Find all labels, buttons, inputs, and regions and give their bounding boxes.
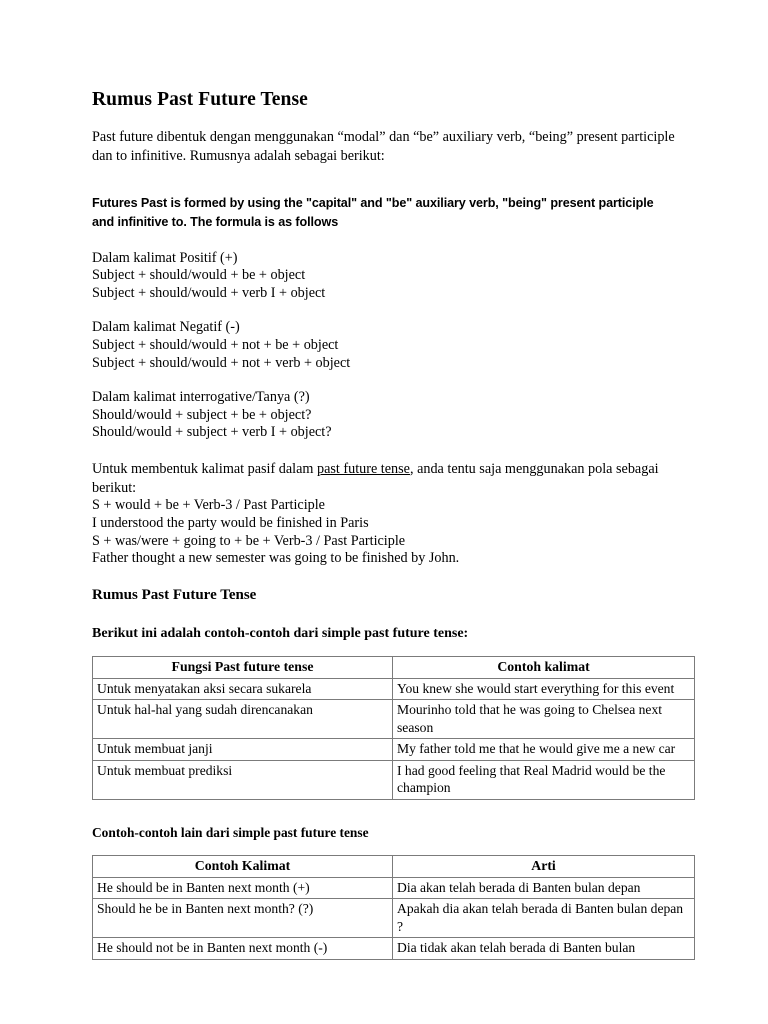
table-row: [93, 760, 695, 799]
table-row: [93, 938, 695, 960]
passive-intro-before-link: Untuk membentuk kalimat pasif dalam: [92, 460, 317, 477]
table-header-row: [93, 856, 695, 878]
table2-cell-meaning: Dia akan telah berada di Banten bulan depan: [393, 877, 695, 899]
table-row: [93, 678, 695, 700]
table2-header-meaning: Arti: [393, 856, 695, 878]
table-row: [93, 739, 695, 761]
table1-cell-function: Untuk hal-hal yang sudah direncanakan: [93, 700, 393, 739]
table-row: [93, 700, 695, 739]
passive-intro-after-link: , anda tentu saja menggunakan pola sebagai berikut:: [92, 460, 659, 496]
formula-positive-line-1: Subject + should/would + be + object: [92, 267, 306, 284]
past-future-tense-link[interactable]: past future tense: [316, 460, 410, 477]
passive-intro-paragraph: [92, 460, 676, 497]
table1-cell-function: Untuk menyatakan aksi secara sukarela: [93, 678, 393, 700]
intro-paragraph: Past future dibentuk dengan menggunakan “modal” dan “be” auxiliary verb, “being” present participle dan to infinitive. Rumusnya adalah sebagai berikut:: [92, 129, 675, 164]
table2-heading: Contoh-contoh lain dari simple past future tense: [92, 824, 369, 840]
formula-positive: [92, 250, 676, 303]
formula-negative-heading: Dalam kalimat Negatif (-): [92, 319, 240, 336]
formula-interrogative-line-1: Should/would + subject + be + object?: [92, 406, 312, 423]
table2-cell-sentence: Should he be in Banten next month? (?): [93, 899, 393, 938]
formula-positive-line-2: Subject + should/would + verb I + object: [92, 284, 326, 301]
table1-cell-example: Mourinho told that he was going to Chelsea next season: [393, 700, 695, 739]
table-header-row: [93, 657, 695, 679]
table2-cell-meaning: Dia tidak akan telah berada di Banten bulan: [393, 938, 695, 960]
table1-heading: Berikut ini adalah contoh-contoh dari simple past future tense:: [92, 625, 469, 641]
passive-line-3: S + was/were + going to + be + Verb-3 / Past Participle: [92, 532, 406, 549]
formula-interrogative: [92, 389, 676, 442]
table1-header-function: Fungsi Past future tense: [93, 657, 393, 679]
table1-cell-function: Untuk membuat prediksi: [93, 760, 393, 799]
table1-cell-example: You knew she would start everything for this event: [393, 678, 695, 700]
table2-cell-sentence: He should be in Banten next month (+): [93, 877, 393, 899]
sentences-meanings-table: [92, 855, 695, 960]
table1-cell-example: I had good feeling that Real Madrid would be the champion: [393, 760, 695, 799]
passive-line-1: S + would + be + Verb-3 / Past Participle: [92, 497, 325, 514]
formula-negative-line-2: Subject + should/would + not + verb + object: [92, 354, 351, 371]
formula-negative: [92, 319, 676, 372]
table1-header-example: Contoh kalimat: [393, 657, 695, 679]
table2-header-sentence: Contoh Kalimat: [93, 856, 393, 878]
page-title: Rumus Past Future Tense: [92, 89, 308, 110]
passive-line-4: Father thought a new semester was going to be finished by John.: [92, 550, 460, 567]
table1-cell-example: My father told me that he would give me a new car: [393, 739, 695, 761]
table2-cell-sentence: He should not be in Banten next month (-): [93, 938, 393, 960]
table-row: [93, 877, 695, 899]
functions-examples-table: [92, 656, 695, 800]
passive-line-2: I understood the party would be finished in Paris: [92, 514, 369, 531]
formula-interrogative-line-2: Should/would + subject + verb I + object?: [92, 424, 332, 441]
table1-cell-function: Untuk membuat janji: [93, 739, 393, 761]
english-translation-paragraph: Futures Past is formed by using the "capital" and "be" auxiliary verb, "being" present participle and infinitive to. The formula is as follows: [92, 195, 654, 229]
table2-cell-meaning: Apakah dia akan telah berada di Banten bulan depan ?: [393, 899, 695, 938]
table-row: [93, 899, 695, 938]
passive-voice-section: [92, 460, 676, 568]
formula-positive-heading: Dalam kalimat Positif (+): [92, 249, 238, 266]
formula-interrogative-heading: Dalam kalimat interrogative/Tanya (?): [92, 389, 310, 406]
formula-negative-line-1: Subject + should/would + not + be + object: [92, 336, 339, 353]
section-heading-rumus: Rumus Past Future Tense: [92, 586, 257, 603]
